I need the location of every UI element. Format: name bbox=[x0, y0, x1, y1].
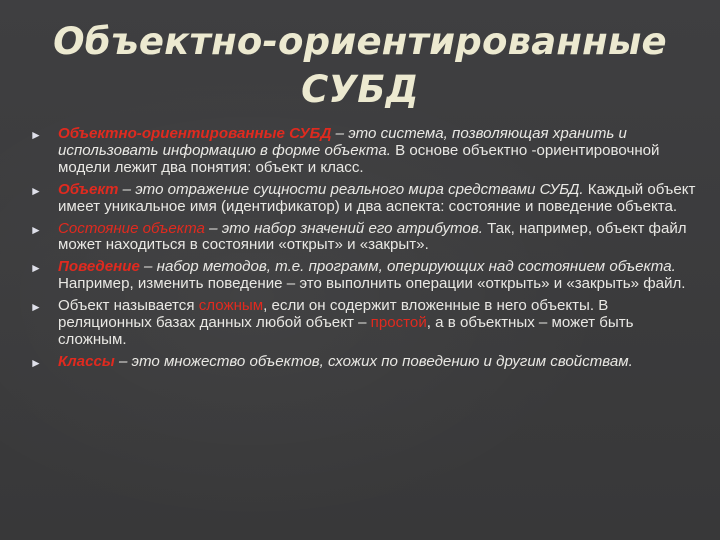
bullet-arrow-icon: ► bbox=[30, 128, 42, 142]
bullet-item-behavior bbox=[30, 259, 700, 293]
bullet-arrow-icon: ► bbox=[30, 300, 42, 315]
text-complex-object-1: Объект называется bbox=[58, 297, 199, 315]
term-object-state: Состояние объекта bbox=[58, 219, 205, 237]
bullet-list bbox=[30, 126, 700, 376]
definition-classes: – это множество объектов, схожих по поведению и другим свойствам. bbox=[114, 352, 633, 370]
definition-oodbms: – это система, позволяющая хранить и использовать информацию в форме объекта. bbox=[58, 125, 627, 159]
term-simple: простой bbox=[370, 314, 427, 332]
bullet-item-complex-object bbox=[30, 298, 700, 349]
title-line-1: Объектно-ориентированные bbox=[53, 20, 667, 63]
definition-object-state: – это набор значений его атрибутов. bbox=[204, 219, 483, 237]
text-object-state: Так, например, объект файл может находиться в состоянии «открыт» и «закрыт». bbox=[58, 219, 687, 254]
bullet-arrow-icon: ► bbox=[30, 261, 42, 276]
slide-title bbox=[0, 18, 720, 114]
definition-behavior: – набор методов, т.е. программ, оперирующих над состоянием объекта. bbox=[139, 258, 676, 276]
term-oodbms: Объектно-ориентированные СУБД bbox=[58, 125, 332, 142]
bullet-arrow-icon: ► bbox=[30, 222, 42, 237]
text-oodbms: В основе объектно -ориентировочной модели лежит два понятия: объект и класс. bbox=[58, 141, 660, 176]
title-line-2: СУБД bbox=[301, 68, 419, 111]
bullet-item-oodbms bbox=[30, 126, 700, 177]
bullet-arrow-icon: ► bbox=[30, 183, 42, 198]
text-complex-object-3: , а в объектных – может быть сложным. bbox=[58, 314, 634, 348]
text-complex-object-2: , если он содержит вложенные в него объекты. В реляционных базах данных любой объект – bbox=[58, 297, 609, 332]
term-classes: Классы bbox=[58, 352, 115, 370]
text-behavior: Например, изменить поведение – это выполнить операции «открыть» и «закрыть» файл. bbox=[58, 275, 686, 293]
term-complex: сложным bbox=[198, 297, 264, 315]
bullet-item-object bbox=[30, 182, 700, 216]
term-behavior: Поведение bbox=[58, 258, 140, 276]
bullet-item-object-state bbox=[30, 221, 700, 255]
definition-object: – это отражение сущности реального мира средствами СУБД. bbox=[118, 180, 584, 198]
bullet-arrow-icon: ► bbox=[30, 355, 42, 370]
text-object: Каждый объект имеет уникальное имя (идентификатор) и два аспекта: состояние и поведение объекта. bbox=[58, 180, 696, 215]
term-object: Объект bbox=[58, 180, 119, 198]
bullet-item-classes bbox=[30, 354, 700, 371]
